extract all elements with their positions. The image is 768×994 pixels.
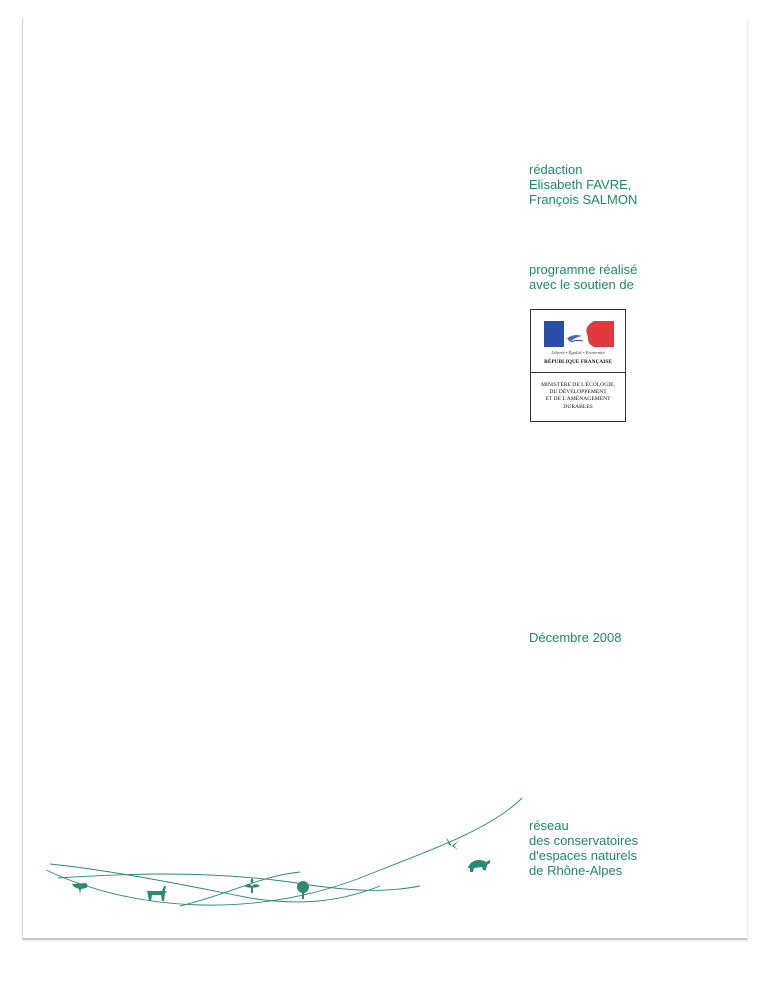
ministry-name	[531, 382, 625, 411]
network-line: de Rhône-Alpes	[529, 863, 623, 878]
marianne-flag-icon	[544, 321, 614, 347]
ministry-line: ET DE L'AMÉNAGEMENT	[545, 396, 611, 403]
decorative-curve	[46, 798, 522, 905]
network-line: réseau	[529, 818, 569, 833]
author-name: François SALMON	[529, 192, 638, 207]
ministry-line: MINISTÈRE DE L'ÉCOLOGIE,	[541, 382, 615, 388]
logo-divider	[531, 372, 625, 373]
author-name: Elisabeth FAVRE,	[529, 177, 632, 192]
ministry-line: DU DÉVELOPPEMENT	[549, 389, 607, 396]
network-line: des conservatoires	[529, 833, 639, 848]
publication-date: Décembre 2008	[529, 630, 622, 645]
turtle-icon	[468, 860, 490, 872]
republic-motto: Liberté • Égalité • Fraternité	[551, 350, 605, 355]
nature-decoration	[40, 790, 530, 920]
plant-icon	[244, 878, 260, 893]
deer-icon	[147, 886, 167, 901]
ministry-logo	[530, 309, 626, 422]
credits-heading: rédaction	[529, 162, 583, 177]
republic-name: RÉPUBLIQUE FRANÇAISE	[544, 359, 612, 365]
ministry-line: DURABLES	[563, 403, 593, 410]
credits-block	[529, 162, 637, 207]
support-block	[529, 262, 637, 292]
bird-icon	[72, 883, 88, 894]
network-line: d'espaces naturels	[529, 848, 637, 863]
network-name	[529, 818, 638, 878]
support-line: avec le soutien de	[529, 277, 634, 292]
marianne-logo	[531, 310, 625, 372]
support-line: programme réalisé	[529, 262, 638, 277]
